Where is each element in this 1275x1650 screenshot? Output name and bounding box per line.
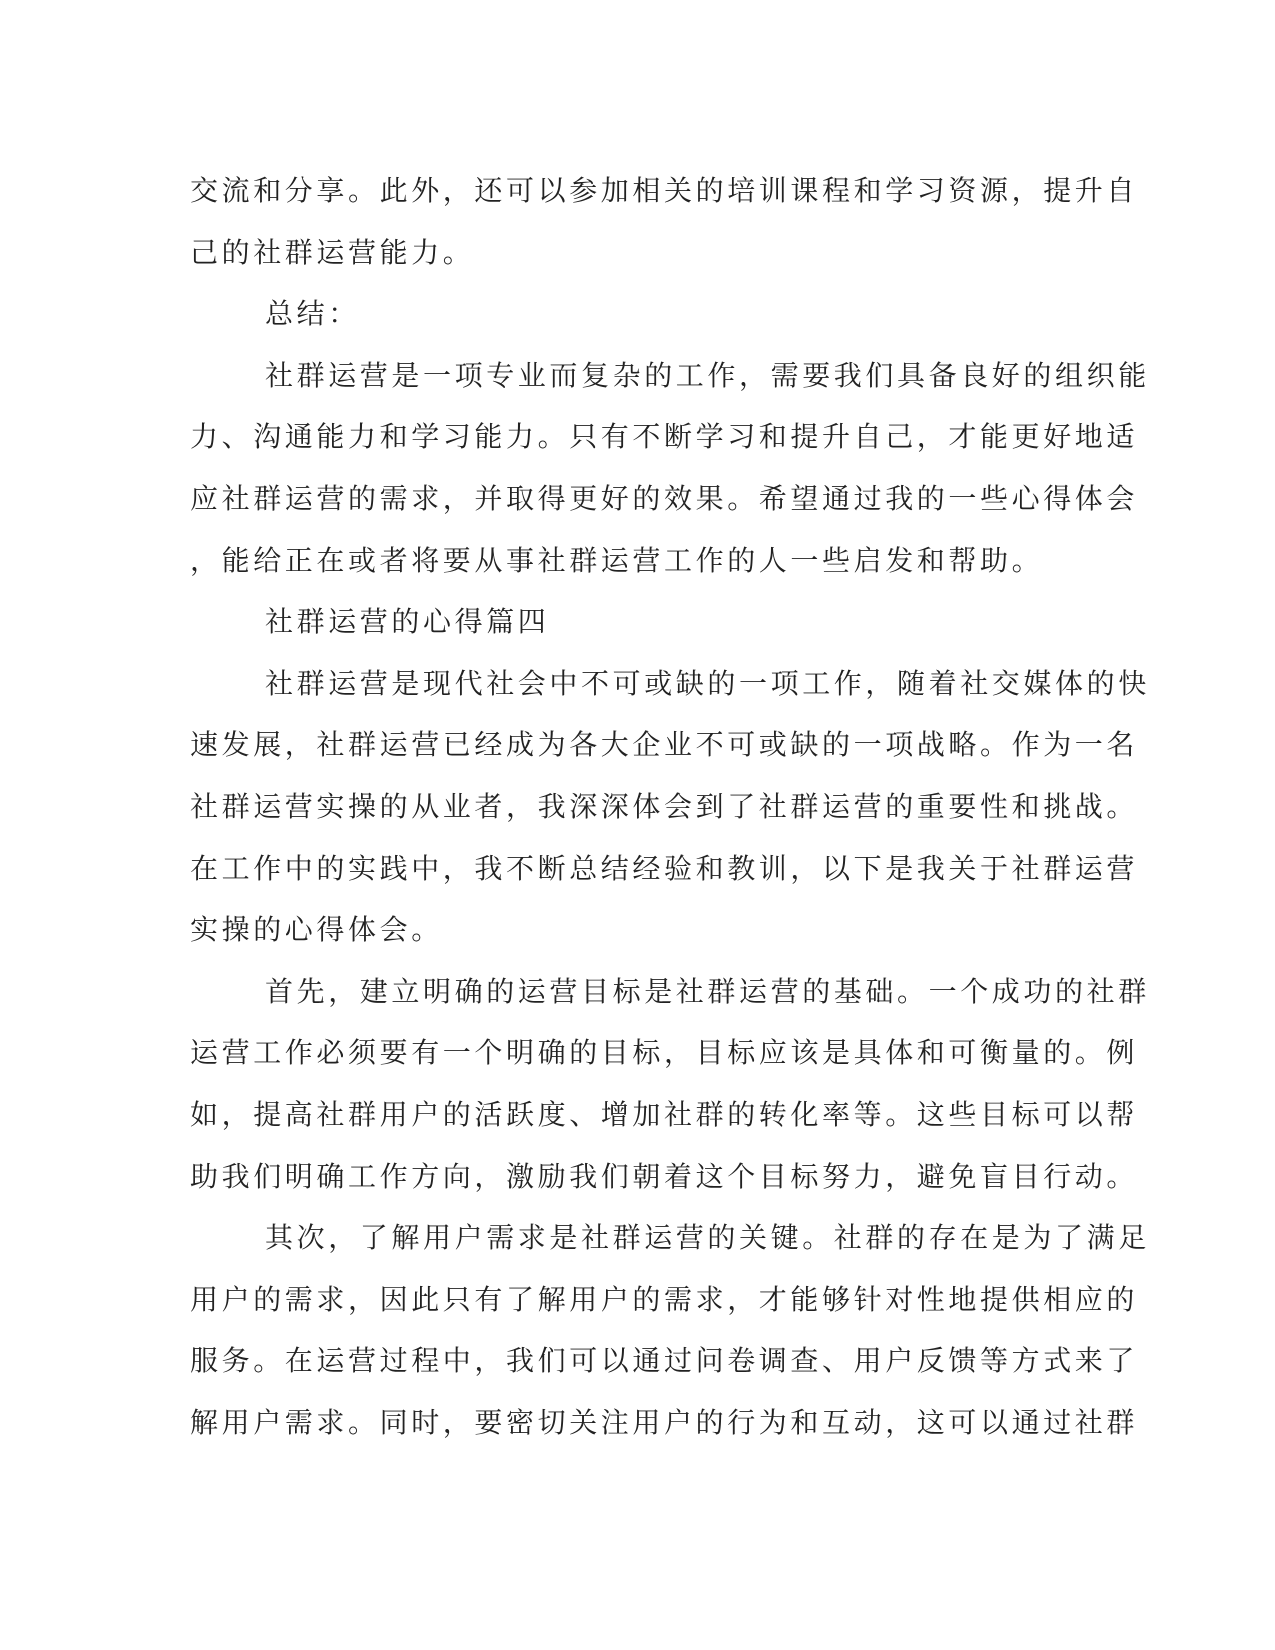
document-body <box>190 160 1150 1453</box>
text-line: 助我们明确工作方向，激励我们朝着这个目标努力，避免盲目行动。 <box>190 1159 1139 1193</box>
section-heading-summary: 总结： <box>265 297 360 331</box>
text-line: 力、沟通能力和学习能力。只有不断学习和提升自己，才能更好地适 <box>190 420 1139 454</box>
section-heading-part-four: 社群运营的心得篇四 <box>265 605 550 639</box>
text-line: 服务。在运营过程中，我们可以通过问卷调查、用户反馈等方式来了 <box>190 1344 1139 1378</box>
text-line: 速发展，社群运营已经成为各大企业不可或缺的一项战略。作为一名 <box>190 728 1139 762</box>
text-line: 用户的需求，因此只有了解用户的需求，才能够针对性地提供相应的 <box>190 1282 1139 1316</box>
text-line: 在工作中的实践中，我不断总结经验和教训，以下是我关于社群运营 <box>190 851 1139 885</box>
text-line: 解用户需求。同时，要密切关注用户的行为和互动，这可以通过社群 <box>190 1405 1139 1439</box>
text-line: 首先，建立明确的运营目标是社群运营的基础。一个成功的社群 <box>265 974 1150 1008</box>
text-line: 己的社群运营能力。 <box>190 235 475 269</box>
text-line: 社群运营是现代社会中不可或缺的一项工作，随着社交媒体的快 <box>265 666 1150 700</box>
text-line: 交流和分享。此外，还可以参加相关的培训课程和学习资源，提升自 <box>190 174 1139 207</box>
text-line: 应社群运营的需求，并取得更好的效果。希望通过我的一些心得体会 <box>190 481 1139 515</box>
text-line: 运营工作必须要有一个明确的目标，目标应该是具体和可衡量的。例 <box>190 1036 1139 1070</box>
text-line: 其次，了解用户需求是社群运营的关键。社群的存在是为了满足 <box>265 1221 1150 1255</box>
text-line: ，能给正在或者将要从事社群运营工作的人一些启发和帮助。 <box>190 543 1044 577</box>
text-line: 社群运营实操的从业者，我深深体会到了社群运营的重要性和挑战。 <box>190 789 1139 823</box>
text-line: 实操的心得体会。 <box>190 913 443 947</box>
text-line: 社群运营是一项专业而复杂的工作，需要我们具备良好的组织能 <box>265 358 1150 392</box>
text-line: 如，提高社群用户的活跃度、增加社群的转化率等。这些目标可以帮 <box>190 1097 1139 1131</box>
